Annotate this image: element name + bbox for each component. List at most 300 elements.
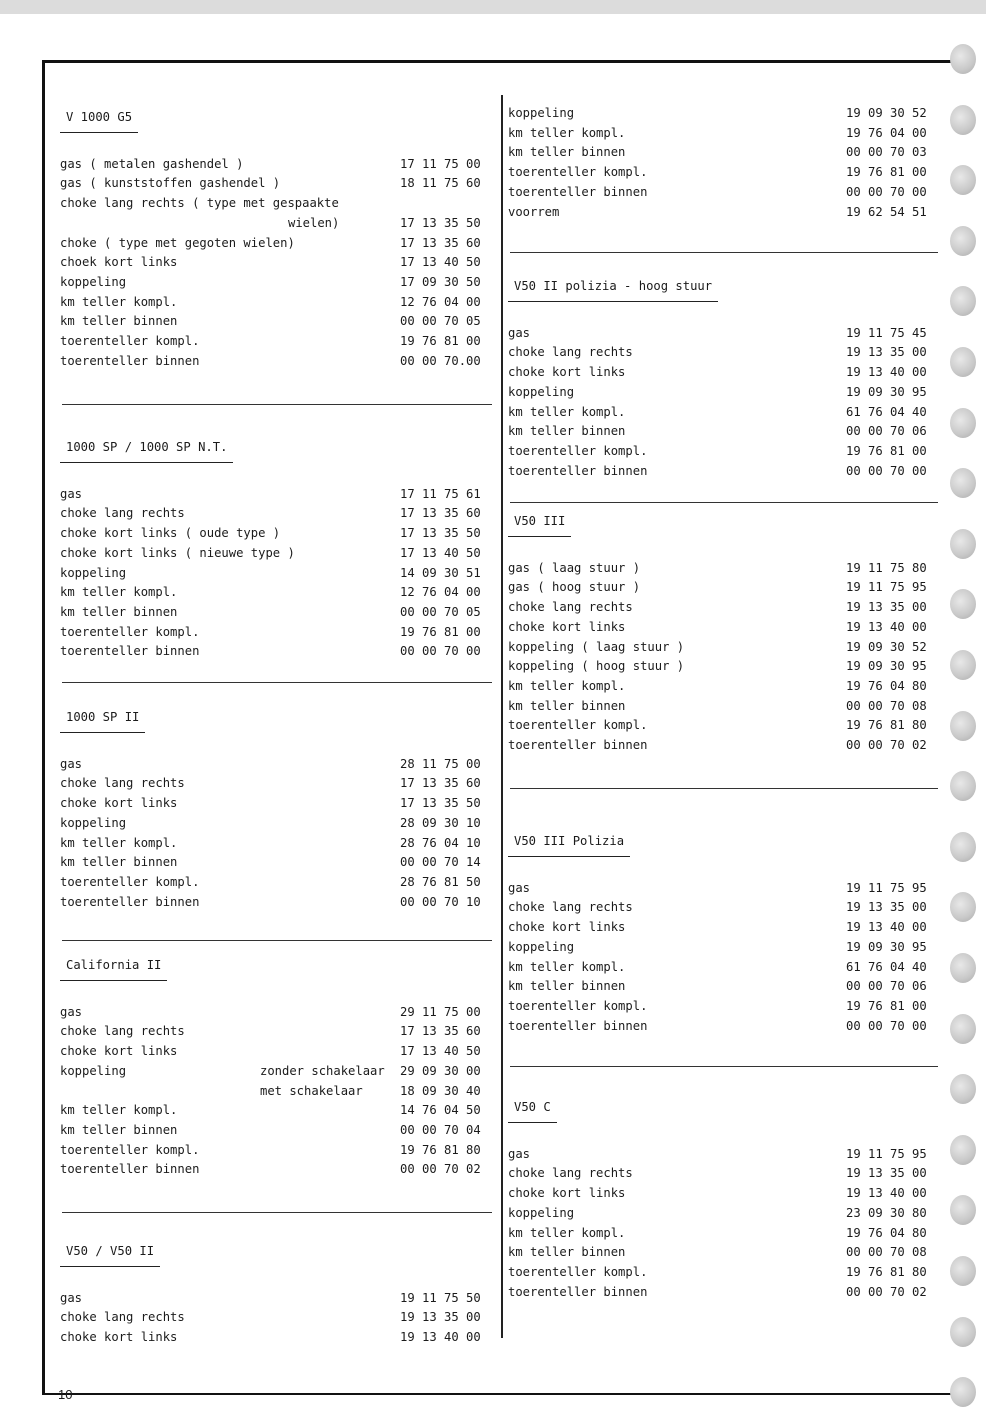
page-top-edge [0,0,986,14]
part-name: choke kort links [508,1186,626,1201]
section-1000-sp-ii [60,708,492,912]
part-number: 17 11 75 00 [400,156,481,171]
part-row [60,352,492,372]
part-number: 19 62 54 51 [846,204,927,219]
part-row [60,332,492,352]
part-name: choke kort links [508,920,626,935]
part-row [60,504,492,524]
part-number: 19 76 81 00 [400,334,481,349]
part-number: 19 76 81 00 [846,165,927,180]
part-number: 19 13 40 00 [846,920,927,935]
section-rule [510,788,938,789]
part-number: 17 13 35 60 [400,776,481,791]
part-row [508,1204,938,1224]
part-row [508,403,938,423]
part-row [508,997,938,1017]
part-number: 19 11 75 95 [846,880,927,895]
binder-ring [950,286,976,316]
part-name: koppeling [508,106,575,120]
part-name: choke lang rechts [508,600,633,615]
binder-ring [950,468,976,498]
part-name: choke kort links [508,619,626,634]
binder-ring [950,1377,976,1407]
part-name: gas [508,325,531,340]
binder-ring [950,165,976,195]
part-row [60,194,492,214]
part-row [60,814,492,834]
section-rule [62,404,492,405]
part-number: 14 09 30 51 [400,565,481,580]
part-name: toerenteller kompl. [508,165,648,180]
part-number: 19 76 81 00 [400,624,481,639]
part-number: 19 13 40 00 [846,365,927,380]
part-row [60,853,492,873]
section-rule [510,1066,938,1067]
part-note: zonder schakelaar [260,1063,385,1078]
part-row [508,343,938,363]
part-name: choke kort links [508,365,626,380]
section-heading: V50 / V50 II [60,1242,160,1267]
section-v50-iii [508,512,938,756]
section-heading: V50 III [508,512,571,537]
part-name: toerenteller kompl. [508,443,648,458]
part-row [508,618,938,638]
part-name: km teller binnen [508,979,626,994]
part-number: 14 76 04 50 [400,1103,481,1118]
binder-ring [950,1135,976,1165]
part-row [508,638,938,658]
part-number: 17 13 35 60 [400,506,481,521]
part-number: 17 13 35 60 [400,1024,481,1039]
part-row [508,736,938,756]
part-number: 00 00 70 06 [846,424,927,439]
part-name: choke lang rechts [508,345,633,360]
section-california-ii [60,956,492,1180]
part-number: 17 13 40 50 [400,255,481,270]
part-number: 00 00 70 10 [400,894,481,909]
part-name: gas [60,1004,83,1019]
part-name: gas [60,1290,83,1305]
part-name: koppeling [60,274,127,289]
section-v50-c [508,1098,938,1302]
part-name: koppeling [508,939,575,954]
part-number: 18 09 30 40 [400,1083,481,1098]
part-number: 19 13 35 00 [400,1310,481,1325]
part-name: km teller kompl. [508,1225,626,1240]
part-name: toerenteller binnen [60,644,200,659]
part-row [60,834,492,854]
part-number: 00 00 70 14 [400,855,481,870]
part-number: 00 00 70 00 [846,1018,927,1033]
part-row [60,1022,492,1042]
part-row [508,363,938,383]
part-row [508,716,938,736]
part-name: toerenteller kompl. [60,874,200,889]
part-row [60,1141,492,1161]
binder-ring [950,1014,976,1044]
part-note [260,1141,400,1161]
part-name [60,1082,260,1102]
part-row [508,1017,938,1037]
part-name: toerenteller binnen [508,463,648,478]
section-rule [510,502,938,503]
part-row [60,873,492,893]
part-number: 17 13 40 50 [400,1044,481,1059]
part-number: 17 09 30 50 [400,274,481,289]
part-row [60,234,492,254]
part-number: 00 00 70 06 [846,979,927,994]
part-name: choke kort links [60,796,178,811]
part-name: choke lang rechts [508,1166,633,1181]
part-row [60,603,492,623]
part-number: 17 13 40 50 [400,545,481,560]
part-note [260,1101,400,1121]
part-number: 00 00 70 00 [846,184,927,199]
part-name: koppeling ( hoog stuur ) [508,659,685,674]
part-number: 19 76 81 00 [846,443,927,458]
part-row [60,564,492,584]
part-name: km teller kompl. [60,585,178,600]
part-row [508,383,938,403]
binder-ring [950,105,976,135]
part-number: 19 11 75 80 [846,560,927,575]
part-row [60,755,492,775]
part-name: choke lang rechts [60,506,185,521]
part-number: 17 11 75 61 [400,486,481,501]
part-number: 19 76 81 80 [846,1264,927,1279]
part-row [60,1289,492,1309]
part-row [508,1184,938,1204]
part-name: toerenteller kompl. [60,624,200,639]
part-row [508,104,938,124]
part-name: toerenteller binnen [508,184,648,199]
binder-ring [950,1256,976,1286]
part-name: koppeling [508,384,575,399]
part-note [260,1022,400,1042]
part-number: 19 76 81 00 [846,998,927,1013]
part-number: 23 09 30 80 [846,1205,927,1220]
part-number: 19 11 75 50 [400,1290,481,1305]
part-row [508,1224,938,1244]
binder-ring [950,711,976,741]
part-name: toerenteller kompl. [508,1264,648,1279]
binder-ring [950,650,976,680]
section-v50-iii-polizia [508,832,938,1036]
part-row [508,1145,938,1165]
part-row [60,155,492,175]
binder-ring [950,408,976,438]
part-name: km teller kompl. [508,959,626,974]
part-name: voorrem [508,204,560,219]
part-name: km teller kompl. [60,294,178,309]
part-row [508,143,938,163]
part-name: gas [60,486,83,501]
part-number: 19 09 30 95 [846,384,927,399]
part-row [60,794,492,814]
part-number: 28 76 81 50 [400,874,481,889]
part-number: 00 00 70 02 [400,1162,481,1177]
part-name: km teller binnen [60,314,178,329]
part-name: km teller kompl. [60,1103,178,1118]
binder-ring [950,1317,976,1347]
binder-ring [950,347,976,377]
part-row [60,1101,492,1121]
part-row [60,893,492,913]
part-name: choke lang rechts [60,1310,185,1325]
section-section [508,104,938,222]
part-row [60,1082,492,1102]
part-number: 29 09 30 00 [400,1063,481,1078]
part-number: 19 13 40 00 [846,619,927,634]
part-row [508,203,938,223]
part-number: 00 00 70 08 [846,1245,927,1260]
part-row [508,422,938,442]
part-row [60,485,492,505]
part-number: 00 00 70 04 [400,1122,481,1137]
part-number: 00 00 70 00 [400,644,481,659]
part-row [60,544,492,564]
part-row [60,253,492,273]
part-row [508,938,938,958]
section-heading: V50 II polizia - hoog stuur [508,277,718,302]
binder-ring [950,44,976,74]
part-row [508,958,938,978]
part-row [508,559,938,579]
part-number: 19 76 81 80 [846,718,927,733]
binder-ring [950,1074,976,1104]
part-number: 19 13 40 00 [846,1186,927,1201]
part-name: choke lang rechts [60,1024,185,1039]
section-rule [62,1212,492,1213]
part-number: 19 11 75 45 [846,325,927,340]
part-name: km teller binnen [60,1122,178,1137]
binder-rings [950,44,976,1402]
part-row [508,1283,938,1303]
part-row [508,677,938,697]
part-name: toerenteller binnen [60,353,200,368]
part-name: choke lang rechts ( type met gespaakte [60,196,339,211]
binder-ring [950,226,976,256]
section-heading: V50 C [508,1098,557,1123]
part-number: 29 11 75 00 [400,1004,481,1019]
part-row [508,183,938,203]
part-row [60,642,492,662]
part-note [260,1042,400,1062]
binder-ring [950,771,976,801]
part-number: 19 76 04 80 [846,678,927,693]
part-row [60,312,492,332]
part-name: toerenteller kompl. [60,1142,200,1157]
part-row [60,1062,492,1082]
part-number: 19 11 75 95 [846,580,927,595]
part-row [60,214,492,234]
part-name: toerenteller binnen [60,894,200,909]
part-number: 12 76 04 00 [400,294,481,309]
part-number [400,194,492,214]
part-name: choke kort links [60,1330,178,1345]
part-note [260,1121,400,1141]
part-row [60,1121,492,1141]
section-v50-ii-polizia-hoog-stuur [508,277,938,481]
part-number: 61 76 04 40 [846,959,927,974]
part-name: toerenteller binnen [508,1018,648,1033]
part-name: koppeling [60,1063,127,1078]
part-number: 19 13 40 00 [400,1330,481,1345]
part-row [60,273,492,293]
part-row [508,898,938,918]
part-row [60,1042,492,1062]
part-name: km teller kompl. [60,835,178,850]
part-number: 19 09 30 52 [846,639,927,654]
part-number: 19 76 04 80 [846,1225,927,1240]
part-number: 19 13 35 00 [846,900,927,915]
part-row [508,598,938,618]
part-row [60,1160,492,1180]
part-name: gas [60,756,83,771]
part-name: km teller binnen [508,424,626,439]
part-name: koppeling ( laag stuur ) [508,639,685,654]
part-name: toerenteller binnen [508,738,648,753]
part-name: koppeling [508,1205,575,1220]
part-name: koppeling [60,565,127,580]
page-number: 10 [58,1387,73,1402]
part-row [60,623,492,643]
part-name: km teller kompl. [508,125,626,140]
part-number: 17 13 35 50 [400,215,481,230]
section-rule [510,252,938,253]
part-name: km teller kompl. [508,404,626,419]
part-name: toerenteller kompl. [508,998,648,1013]
part-name: km teller binnen [60,604,178,619]
part-number: 00 00 70 02 [846,738,927,753]
part-number: 00 00 70 05 [400,314,481,329]
part-name: choke kort links [60,1044,178,1059]
part-name: choke kort links ( nieuwe type ) [60,545,295,560]
part-row [60,1003,492,1023]
part-row [60,293,492,313]
part-name: gas [508,880,531,895]
part-number: 19 13 35 00 [846,1166,927,1181]
part-row [60,1328,492,1348]
part-number: 00 00 70 03 [846,145,927,160]
binder-ring [950,832,976,862]
section-rule [62,682,492,683]
part-number: 28 76 04 10 [400,835,481,850]
part-number: 00 00 70 00 [846,463,927,478]
part-row [508,324,938,344]
column-divider [501,95,503,1338]
part-number: 28 11 75 00 [400,756,481,771]
part-name: km teller binnen [508,1245,626,1260]
part-name: toerenteller binnen [60,1162,200,1177]
part-row [508,879,938,899]
part-note [260,1160,400,1180]
binder-ring [950,589,976,619]
part-row [508,163,938,183]
part-number: 28 09 30 10 [400,815,481,830]
part-name: toerenteller kompl. [60,334,200,349]
part-row [60,1308,492,1328]
part-name: choke kort links ( oude type ) [60,526,281,541]
section-v-1000-g5 [60,108,492,371]
part-note: met schakelaar [260,1083,363,1098]
section-1000-sp-1000-sp-n-t [60,438,492,662]
part-number: 19 11 75 95 [846,1146,927,1161]
part-name: toerenteller binnen [508,1284,648,1299]
part-number: 17 13 35 60 [400,235,481,250]
part-number: 19 76 81 80 [400,1142,481,1157]
part-number: 00 00 70 05 [400,604,481,619]
binder-ring [950,529,976,559]
part-name: km teller binnen [508,145,626,160]
part-name: choek kort links [60,255,178,270]
binder-ring [950,1195,976,1225]
section-heading: 1000 SP II [60,708,145,733]
section-heading: V50 III Polizia [508,832,630,857]
part-number: 00 00 70.00 [400,353,481,368]
part-row [60,524,492,544]
part-name: gas ( metalen gashendel ) [60,156,244,171]
part-name: gas ( kunststoffen gashendel ) [60,176,281,191]
part-row [60,774,492,794]
section-heading: 1000 SP / 1000 SP N.T. [60,438,233,463]
part-number: 19 09 30 52 [846,106,927,120]
part-row [508,918,938,938]
part-name: choke lang rechts [508,900,633,915]
part-row [508,977,938,997]
part-name: gas ( hoog stuur ) [508,580,641,595]
part-row [508,1263,938,1283]
part-row [508,462,938,482]
part-number: 19 76 04 00 [846,125,927,140]
part-number: 00 00 70 02 [846,1284,927,1299]
part-row [508,1164,938,1184]
part-number: 61 76 04 40 [846,404,927,419]
part-row [60,583,492,603]
part-name: km teller kompl. [508,678,626,693]
part-number: 18 11 75 60 [400,176,481,191]
part-row [508,697,938,717]
part-row [508,578,938,598]
section-heading: V 1000 G5 [60,108,138,133]
part-row [60,174,492,194]
part-number: 17 13 35 50 [400,526,481,541]
part-number: 17 13 35 50 [400,796,481,811]
part-name: wielen) [288,215,340,230]
part-number: 12 76 04 00 [400,585,481,600]
part-row [508,442,938,462]
part-note [260,1003,400,1023]
part-name: km teller binnen [508,698,626,713]
part-number: 00 00 70 08 [846,698,927,713]
section-rule [62,940,492,941]
part-name: choke lang rechts [60,776,185,791]
part-name: gas [508,1146,531,1161]
part-number: 19 13 35 00 [846,600,927,615]
binder-ring [950,953,976,983]
part-number: 19 13 35 00 [846,345,927,360]
part-name: koppeling [60,815,127,830]
part-number: 19 09 30 95 [846,939,927,954]
section-heading: California II [60,956,167,981]
part-number: 19 09 30 95 [846,659,927,674]
part-name: km teller binnen [60,855,178,870]
part-name: toerenteller kompl. [508,718,648,733]
part-row [508,1243,938,1263]
part-row [508,657,938,677]
part-name: choke ( type met gegoten wielen) [60,235,295,250]
part-name: gas ( laag stuur ) [508,560,641,575]
